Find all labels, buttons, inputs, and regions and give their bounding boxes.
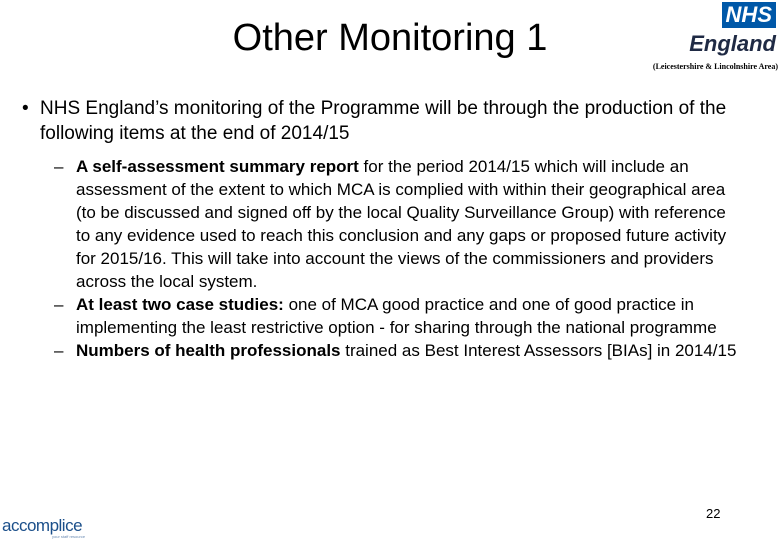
- sub-bullet-text: for the period 2014/15 which will include an assessment of the extent to which MCA is complied with within their geographical area (to be discussed and signed off by the local Quality Surveillance Group) with reference to any evidence used to reach this conclusion and any gaps or proposed future activity for 2015/16. This will take into account the views of the commissioners and providers across the local system.: [76, 157, 727, 291]
- main-bullet: [18, 96, 758, 146]
- dash-mark: –: [54, 341, 64, 360]
- nhs-logo-england: England: [689, 31, 776, 56]
- nhs-england-logo: [686, 2, 778, 58]
- sub-bullet-item: [54, 155, 744, 293]
- main-bullet-text: NHS England’s monitoring of the Programme will be through the production of the following items at the end of 2014/15: [40, 98, 727, 144]
- slide-title: Other Monitoring 1: [232, 17, 548, 59]
- sub-bullet-bold: A self-assessment summary report: [76, 157, 359, 176]
- sub-bullet-item: [54, 293, 744, 339]
- sub-bullet-list: [54, 155, 744, 362]
- dash-mark: –: [54, 157, 64, 176]
- sub-bullet-text: trained as Best Interest Assessors [BIAs] in 2014/15: [340, 341, 737, 360]
- sub-bullet-bold: Numbers of health professionals: [76, 341, 341, 360]
- sub-bullet-bold: At least two case studies:: [76, 295, 284, 314]
- sub-bullet-item: [54, 339, 744, 362]
- footer-tagline: your staff resource: [52, 534, 86, 539]
- nhs-logo-box: NHS: [722, 2, 776, 28]
- bullet-mark: •: [22, 98, 29, 119]
- dash-mark: –: [54, 295, 64, 314]
- footer-brand-logo: accomplice: [2, 516, 83, 535]
- sub-bullet-text: one of MCA good practice and one of good practice in implementing the least restrictive option - for sharing through the national programme: [76, 295, 717, 337]
- page-number: 22: [706, 506, 721, 521]
- area-label: (Leicestershire & Lincolnshire Area): [652, 62, 778, 71]
